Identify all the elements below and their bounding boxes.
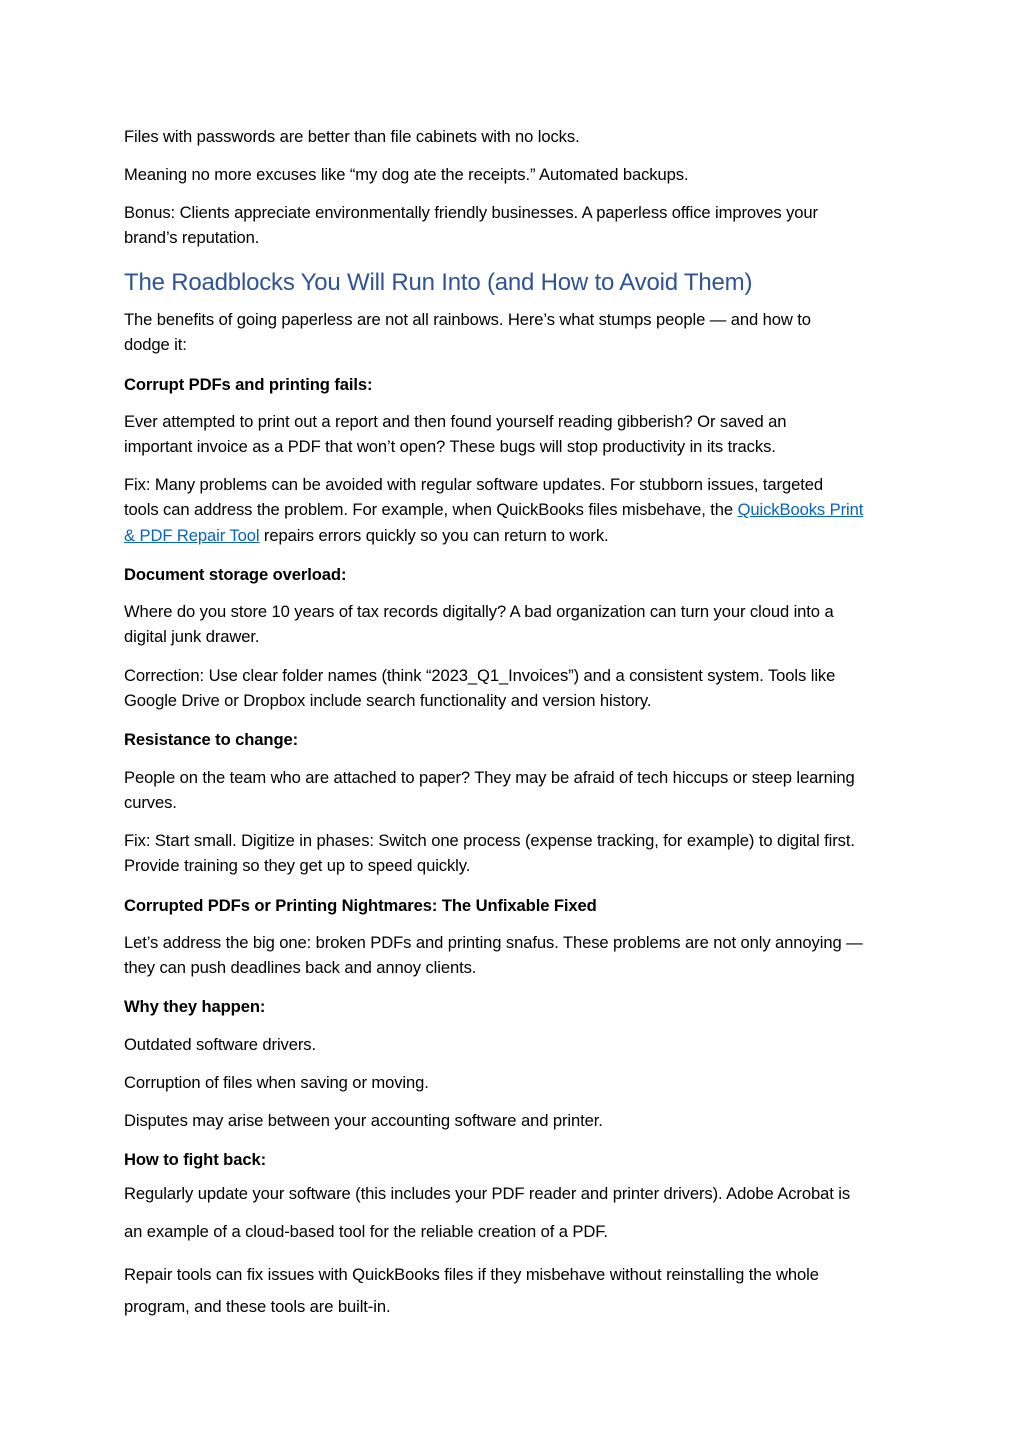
paragraph-update-software-line-2: an example of a cloud-based tool for the reliable creation of a PDF. (124, 1222, 608, 1241)
paragraph-update-software-line-1: Regularly update your software (this includes your PDF reader and printer drivers). Adobe Acrobat is (124, 1184, 851, 1203)
paragraph-fix-line-2 (124, 499, 863, 521)
document-page (124, 0, 904, 1449)
paragraph-start-small-line-1: Fix: Start small. Digitize in phases: Switch one process (expense tracking, for example) to digital first. (124, 831, 855, 850)
paragraph-intro-line-2: dodge it: (124, 335, 187, 354)
paragraph-excuses: Meaning no more excuses like “my dog ate the receipts.” Automated backups. (124, 165, 689, 184)
paragraph-big-one-line-2: they can push deadlines back and annoy clients. (124, 958, 477, 977)
list-item: Disputes may arise between your accounting software and printer. (124, 1111, 603, 1130)
section-heading: The Roadblocks You Will Run Into (and How to Avoid Them) (124, 269, 753, 296)
subheading-how-to-fight-back: How to fight back: (124, 1150, 267, 1169)
paragraph-bonus-line-2: brand’s reputation. (124, 228, 260, 247)
paragraph-repair-tools-line-2: program, and these tools are built-in. (124, 1297, 391, 1316)
list-item: Outdated software drivers. (124, 1035, 317, 1054)
paragraph-people-line-1: People on the team who are attached to paper? They may be afraid of tech hiccups or steep learning (124, 768, 855, 787)
paragraph-fix-line-3 (124, 525, 609, 547)
paragraph-gibberish-line-1: Ever attempted to print out a report and then found yourself reading gibberish? Or saved an (124, 412, 787, 431)
subheading-why-they-happen: Why they happen: (124, 997, 266, 1016)
subheading-corrupt-pdfs: Corrupt PDFs and printing fails: (124, 375, 373, 394)
paragraph-fix-text: tools can address the problem. For example, when QuickBooks files misbehave, the (124, 500, 738, 519)
subheading-storage-overload: Document storage overload: (124, 565, 347, 584)
paragraph-repair-tools-line-1: Repair tools can fix issues with QuickBooks files if they misbehave without reinstalling the whole (124, 1265, 819, 1284)
paragraph-gibberish-line-2: important invoice as a PDF that won’t open? These bugs will stop productivity in its tracks. (124, 437, 776, 456)
quickbooks-repair-tool-link-continued[interactable]: & PDF Repair Tool (124, 526, 260, 545)
paragraph-start-small-line-2: Provide training so they get up to speed quickly. (124, 856, 471, 875)
quickbooks-repair-tool-link[interactable]: QuickBooks Print (737, 500, 864, 519)
paragraph-intro-line-1: The benefits of going paperless are not all rainbows. Here’s what stumps people — and how to (124, 310, 811, 329)
paragraph-correction-line-2: Google Drive or Dropbox include search functionality and version history. (124, 691, 652, 710)
paragraph-passwords: Files with passwords are better than file cabinets with no locks. (124, 127, 580, 146)
paragraph-fix-line-1: Fix: Many problems can be avoided with regular software updates. For stubborn issues, targeted (124, 475, 823, 494)
paragraph-bonus-line-1: Bonus: Clients appreciate environmentally friendly businesses. A paperless office improves your (124, 203, 818, 222)
paragraph-tax-records-line-2: digital junk drawer. (124, 627, 260, 646)
subheading-resistance: Resistance to change: (124, 730, 299, 749)
paragraph-tax-records-line-1: Where do you store 10 years of tax records digitally? A bad organization can turn your cloud into a (124, 602, 834, 621)
list-item: Corruption of files when saving or moving. (124, 1073, 429, 1092)
paragraph-people-line-2: curves. (124, 793, 177, 812)
paragraph-fix-text-end: repairs errors quickly so you can return to work. (259, 526, 609, 545)
paragraph-big-one-line-1: Let’s address the big one: broken PDFs and printing snafus. These problems are not only annoying — (124, 933, 863, 952)
paragraph-correction-line-1: Correction: Use clear folder names (think “2023_Q1_Invoices”) and a consistent system. Tools like (124, 666, 836, 685)
subheading-corrupted-pdfs-nightmares: Corrupted PDFs or Printing Nightmares: The Unfixable Fixed (124, 896, 597, 915)
